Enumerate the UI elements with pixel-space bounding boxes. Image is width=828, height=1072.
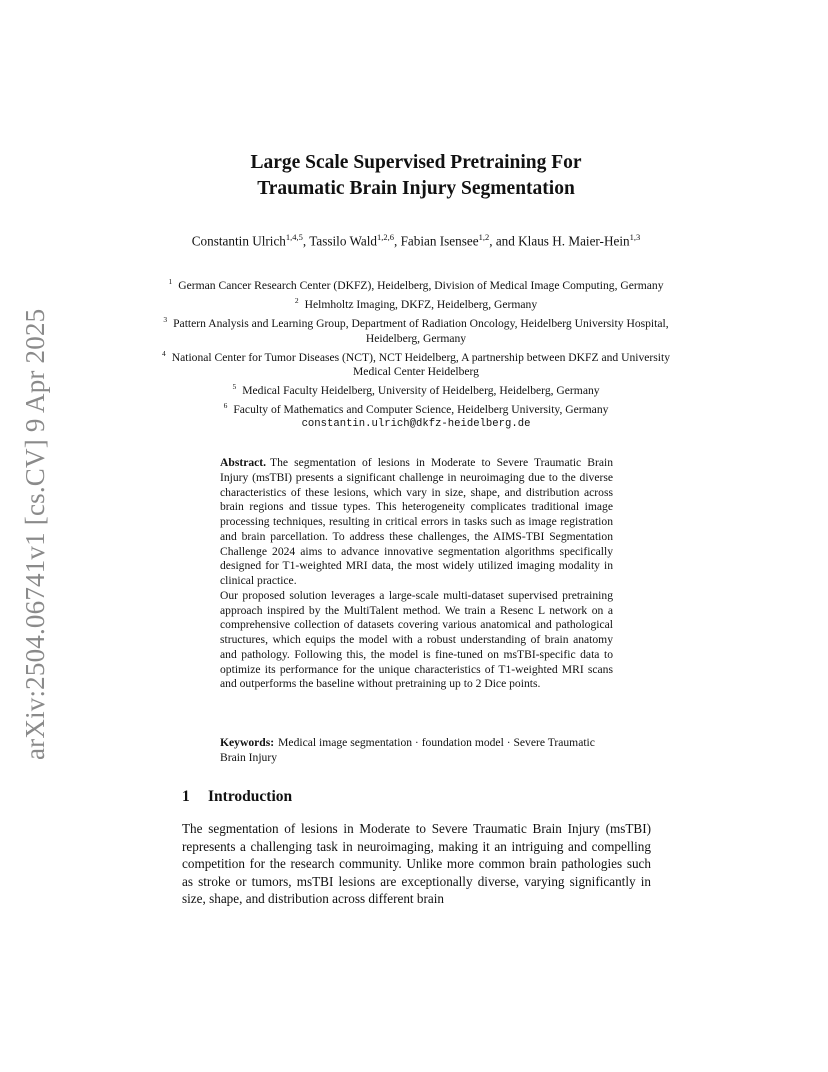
affiliation-number: 4 [161,348,166,358]
keywords [220,736,613,766]
author-affiliation-marks: 1,3 [629,232,641,242]
author-separator: , and [489,233,519,249]
affiliation-item [160,312,672,346]
keywords-label: Keywords: [220,736,275,749]
affiliation-item [160,293,672,312]
author-separator: , [302,233,310,249]
keywords-text: Medical image segmentation · foundation model · Severe Traumatic Brain Injury [220,736,595,764]
author-name: Tassilo Wald [309,233,377,249]
affiliation-text: German Cancer Research Center (DKFZ), Heidelberg, Division of Medical Image Computing, Germany [178,278,664,292]
section-heading [182,788,292,806]
affiliation-text: Faculty of Mathematics and Computer Science, Heidelberg University, Germany [233,403,609,417]
paper-title [150,150,682,202]
abstract-paragraph-1 [220,456,613,589]
abstract-label: Abstract. [220,456,267,469]
affiliation-number: 6 [223,401,228,411]
abstract-paragraph-2: Our proposed solution leverages a large-scale multi-dataset supervised pretraining approach inspired by the MultiTalent method. We train a Resenc L network on a comprehensive collection of datasets covering various anatomical and pathological structures, which equips the model with a robust understanding of brain anatomy and pathology. Following this, the model is fine-tuned on msTBI-specific data to optimize its performance for the unique characteristics of T1-weighted MRI scans and outperforms the baseline without pretraining up to 2 Dice points. [220,588,613,691]
author-affiliation-marks: 1,2,6 [377,232,394,242]
author-name: Constantin Ulrich [191,233,286,249]
title-line-2: Traumatic Brain Injury Segmentation [257,178,575,199]
section-title: Introduction [208,788,293,805]
section-number: 1 [182,788,190,805]
arxiv-identifier: arXiv:2504.06741v1 [cs.CV] 9 Apr 2025 [20,308,50,760]
affiliation-number: 1 [168,277,173,286]
affiliation-number: 5 [232,382,237,392]
affiliation-text: Pattern Analysis and Learning Group, Department of Radiation Oncology, Heidelberg University Hospital, Heidelberg, Germany [173,316,669,345]
abstract [220,456,613,692]
affiliation-number: 3 [163,314,168,324]
contact-email[interactable]: constantin.ulrich@dkfz-heidelberg.de [301,418,531,431]
affiliation-number: 2 [294,295,299,305]
affiliation-item [160,379,672,398]
affiliation-item [160,398,672,417]
affiliation-text: Helmholtz Imaging, DKFZ, Heidelberg, Germany [304,297,538,311]
author-list [160,228,672,250]
author-affiliation-marks: 1,2 [478,232,490,242]
affiliation-item [160,346,672,380]
introduction-paragraph: The segmentation of lesions in Moderate to Severe Traumatic Brain Injury (msTBI) represents a challenging task in neuroimaging, making it an intriguing and compelling competition for the research community. Unlike more common brain pathologies such as stroke or tumors, msTBI lesions are exceptionally diverse, varying significantly in size, shape, and distribution across different brain [182,821,651,907]
affiliation-text: Medical Faculty Heidelberg, University of Heidelberg, Heidelberg, Germany [242,384,600,398]
affiliation-item [160,274,672,293]
author-name: Fabian Isensee [400,233,479,249]
affiliation-text: National Center for Tumor Diseases (NCT), NCT Heidelberg, A partnership between DKFZ and University Medical Center Heidelberg [171,350,671,379]
author-separator: , [394,233,401,249]
author-affiliation-marks: 1,4,5 [285,232,303,242]
affiliation-list [160,274,672,432]
title-line-1: Large Scale Supervised Pretraining For [250,152,582,173]
abstract-text-1: The segmentation of lesions in Moderate to Severe Traumatic Brain Injury (msTBI) presents a significant challenge in neuroimaging due to the diverse characteristics of these lesions, which vary in size, shape, and distribution across brain regions and tissue types. This heterogeneity complicates traditional image processing techniques, resulting in critical errors in tasks such as image registration and brain parcellation. To address these challenges, the AIMS-TBI Segmentation Challenge 2024 aims to advance innovative segmentation algorithms specifically designed for T1-weighted MRI data, the most widely utilized imaging modality in clinical practice. [220,456,613,587]
keywords-paragraph [220,736,613,766]
author-name: Klaus H. Maier-Hein [518,233,630,249]
